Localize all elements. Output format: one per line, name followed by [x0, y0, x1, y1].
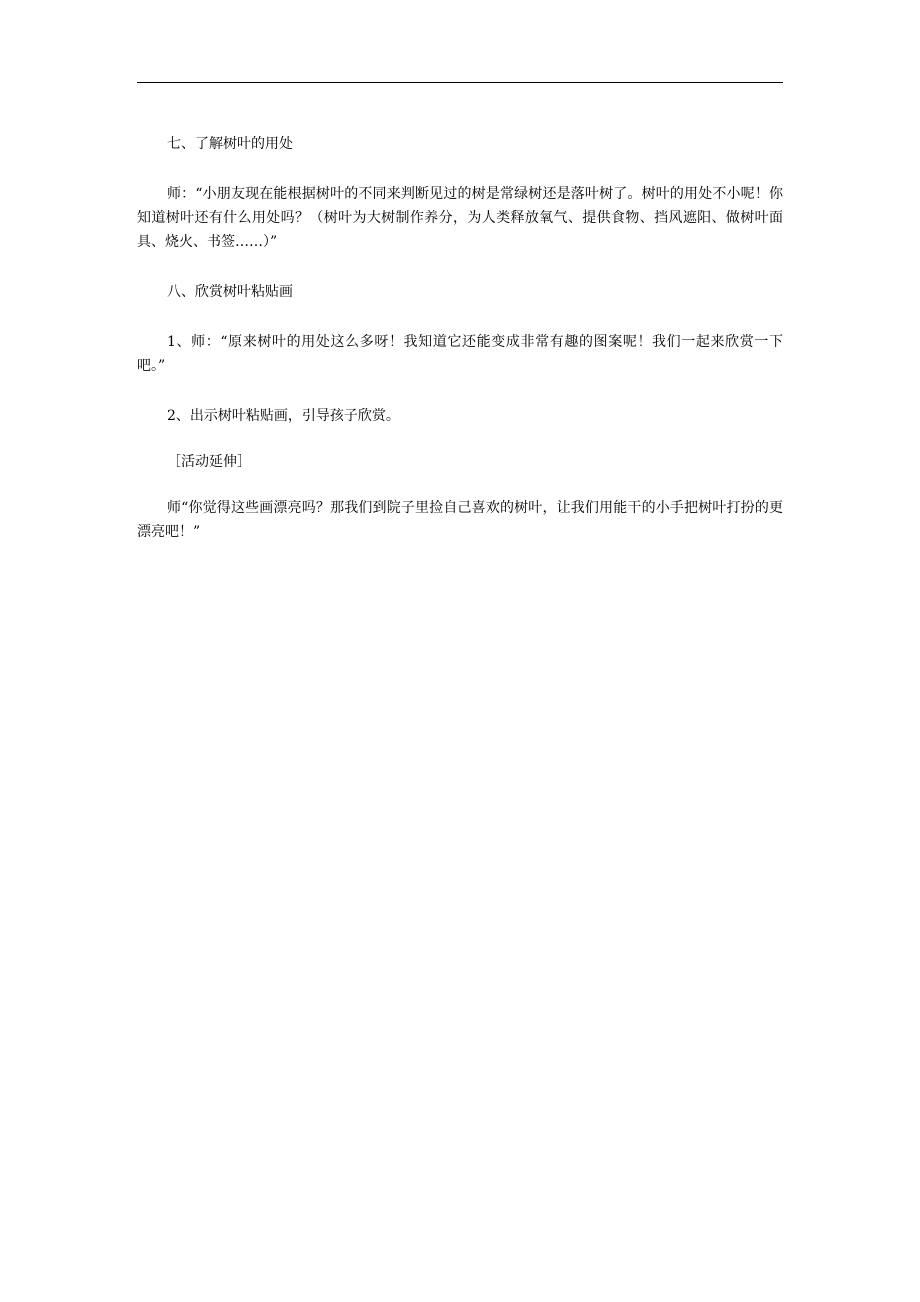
section-8-item-1: 1、师：“原来树叶的用处这么多呀！我知道它还能变成非常有趣的图案呢！我们一起来欣赏一下吧。” — [137, 334, 783, 374]
section-7-heading: 七、了解树叶的用处 — [167, 136, 293, 152]
header-rule — [137, 82, 783, 83]
section-8-heading: 八、欣赏树叶粘贴画 — [167, 284, 293, 300]
document-body — [137, 132, 783, 570]
section-7-body: 师：“小朋友现在能根据树叶的不同来判断见过的树是常绿树还是落叶树了。树叶的用处不小呢！你知道树叶还有什么用处吗？（树叶为大树制作养分，为人类释放氧气、提供食物、挡风遮阳、做树叶面具、烧火、书签……）” — [137, 186, 783, 250]
extension-body: 师“你觉得这些画漂亮吗？那我们到院子里捡自己喜欢的树叶，让我们用能干的小手把树叶打扮的更漂亮吧！” — [137, 500, 783, 540]
extension-heading: ［活动延伸］ — [167, 454, 251, 470]
section-8-item-2: 2、出示树叶粘贴画，引导孩子欣赏。 — [167, 408, 400, 424]
